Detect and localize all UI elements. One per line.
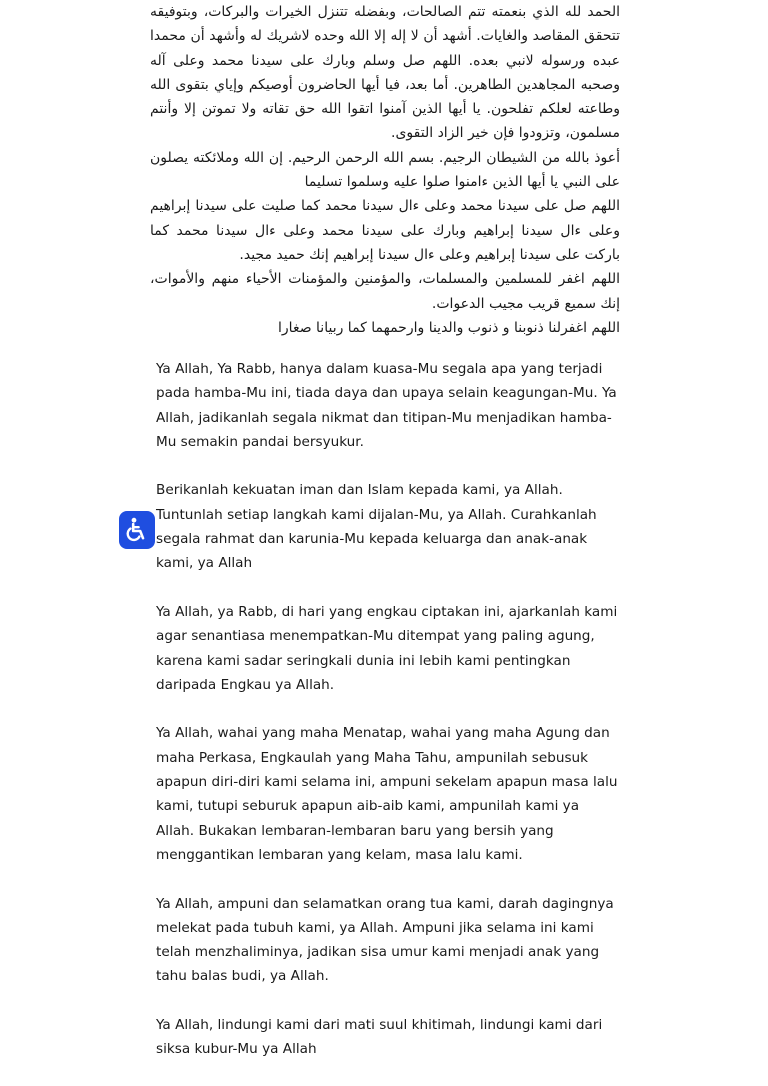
arabic-text-block [150, 0, 620, 340]
arabic-paragraph-shalawat: اللهم صل على سيدنا محمد وعلى ءال سيدنا محمد كما صليت على سيدنا إبراهيم وعلى ءال سيدنا إبراهيم وبارك على سيدنا محمد وعلى ءال سيدنا محمد كما باركت على سيدنا إبراهيم وعلى ءال سيدنا إبراهيم إنك حميد مجيد. [150, 198, 620, 263]
prayer-paragraph: Berikanlah kekuatan iman dan Islam kepada kami, ya Allah. Tuntunlah setiap langkah kami dijalan-Mu, ya Allah. Curahkanlah segala rahmat dan karunia-Mu kepada keluarga dan anak-anak kami, ya Allah [156, 482, 597, 572]
prayer-paragraph: Ya Allah, lindungi kami dari mati suul khitimah, lindungi kami dari siksa kubur-Mu ya Allah [156, 1017, 603, 1058]
prayer-paragraph: Ya Allah, Ya Rabb, hanya dalam kuasa-Mu segala apa yang terjadi pada hamba-Mu ini, tiada daya dan upaya selain keagungan-Mu. Ya Allah, jadikanlah segala nikmat dan titipan-Mu menjadikan hamba-Mu semakin pandai bersyukur. [156, 361, 617, 450]
wheelchair-icon [125, 517, 149, 543]
arabic-paragraph-istighfar: اللهم اغفر للمسلمين والمسلمات، والمؤمنين والمؤمنات الأحياء منهم والأموات، إنك سميع قريب مجيب الدعوات. [150, 271, 620, 312]
prayer-paragraph: Ya Allah, ya Rabb, di hari yang engkau ciptakan ini, ajarkanlah kami agar senantiasa menempatkan-Mu ditempat yang paling agung, karena kami sadar seringkali dunia ini lebih kami pentingkan daripada Engkau ya Allah. [156, 603, 618, 693]
arabic-paragraph-opening: الحمد لله الذي بنعمته تتم الصالحات، وبفضله تتنزل الخيرات والبركات، وبتوفيقه تتحقق المقاصد والغايات. أشهد أن لا إله إلا الله وحده لاشريك له وأشهد أن محمدا عبده ورسوله لانبي بعده. اللهم صل وسلم وبارك على سيدنا محمد وعلى آله وصحبه المجاهدين الطاهرين. أما بعد، فيا أيها الحاضرون أوصيكم وإياي بتقوى الله وطاعته لعلكم تفلحون. يا أيها الذين آمنوا اتقوا الله حق تقاته ولا تموتن إلا وأنتم مسلمون، وتزودوا فإن خير الزاد التقوى. [150, 4, 620, 142]
prayer-paragraph: Ya Allah, ampuni dan selamatkan orang tua kami, darah dagingnya melekat pada tubuh kami, ya Allah. Ampuni jika selama ini kami telah menzhaliminya, jadikan sisa umur kami menjadi anak yang tahu balas budi, ya Allah. [156, 895, 614, 985]
prayer-paragraph: Ya Allah, wahai yang maha Menatap, wahai yang maha Agung dan maha Perkasa, Engkaulah yang Maha Tahu, ampunilah sebusuk apapun diri-diri kami selama ini, ampuni sekelam apapun masa lalu kami, tutupi seburuk apapun aib-aib kami, ampunilah kami ya Allah. Bukakan lembaran-lembaran baru yang bersih yang menggantikan lembaran yang kelam, masa lalu kami. [156, 725, 618, 863]
accessibility-button[interactable] [119, 511, 155, 549]
prayer-text-block [156, 357, 621, 1086]
arabic-paragraph-parents: اللهم اغفرلنا ذنوبنا و ذنوب والدينا وارحمهما كما ربيانا صغارا [278, 319, 620, 336]
arabic-paragraph-taawudz: أعوذ بالله من الشيطان الرجيم. بسم الله الرحمن الرحيم. إن الله وملائكته يصلون على النبي يا أيها الذين ءامنوا صلوا عليه وسلموا تسليما [150, 149, 620, 191]
